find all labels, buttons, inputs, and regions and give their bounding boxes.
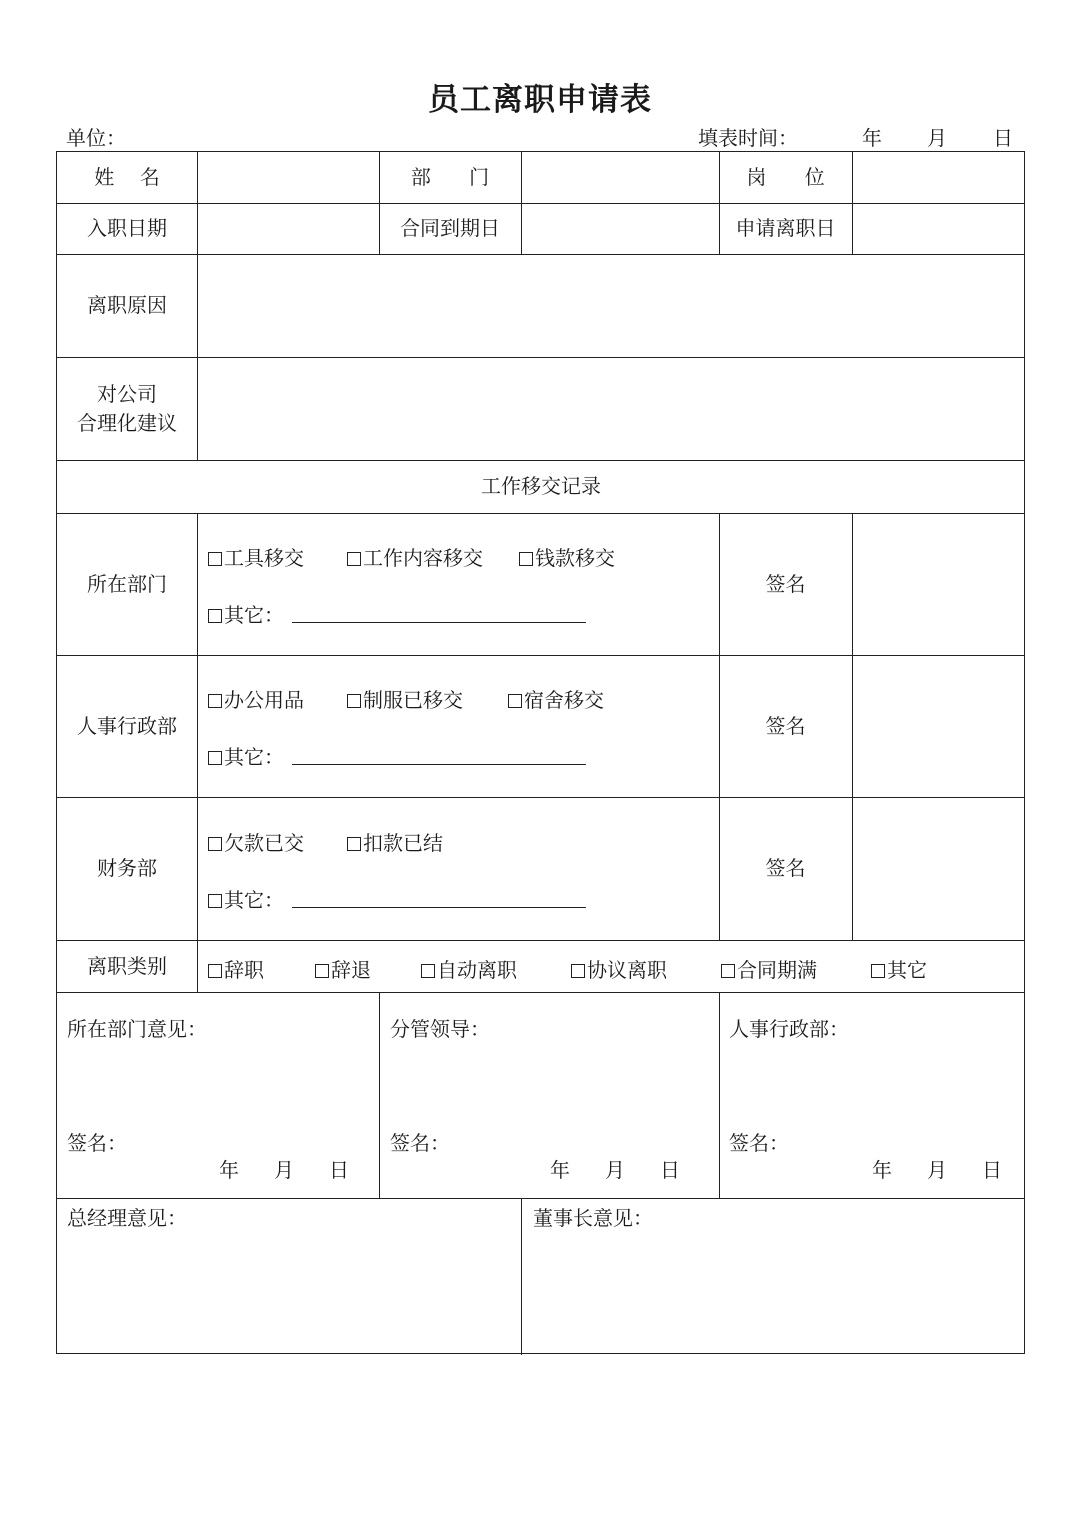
fill-time-label: 填表时间： — [698, 126, 798, 150]
hr-opinion-date: 年 月 日 — [872, 1158, 1002, 1182]
suggestion-label — [57, 357, 197, 460]
suggestion-label-line1: 对公司 — [97, 381, 157, 406]
resign-option-resign[interactable]: 辞职 — [208, 954, 264, 983]
resign-option-agreement[interactable]: 协议离职 — [571, 954, 667, 983]
checkbox-icon[interactable] — [871, 964, 885, 978]
checkbox-icon[interactable] — [315, 964, 329, 978]
form-title: 员工离职申请表 — [428, 82, 652, 118]
checkbox-icon[interactable] — [721, 964, 735, 978]
hr-opinion-sign: 签名： — [729, 1131, 789, 1155]
finance-sign-field[interactable] — [853, 797, 1025, 940]
chairman-opinion-label: 董事长意见： — [533, 1206, 653, 1230]
join-date-label: 入职日期 — [87, 216, 167, 240]
apply-date-field[interactable] — [853, 203, 1025, 254]
dept-opinion-date: 年 月 日 — [219, 1158, 349, 1182]
checkbox-icon[interactable] — [571, 964, 585, 978]
contract-end-field[interactable] — [522, 203, 719, 254]
dept-sign-field[interactable] — [853, 513, 1025, 655]
dept-opinion-label: 所在部门意见： — [67, 1017, 207, 1041]
checkbox-icon[interactable] — [208, 694, 222, 708]
checkbox-icon[interactable] — [347, 837, 361, 851]
supervisor-opinion-date: 年 月 日 — [550, 1158, 680, 1182]
supervisor-opinion-sign: 签名： — [390, 1131, 450, 1155]
fill-time-year: 年 — [862, 126, 882, 150]
hr-opinion-label: 人事行政部： — [729, 1017, 849, 1041]
checkbox-icon[interactable] — [208, 964, 222, 978]
checkbox-icon[interactable] — [208, 837, 222, 851]
apply-date-label: 申请离职日 — [735, 216, 836, 240]
hr-item-dorm[interactable]: 宿舍移交 — [508, 684, 604, 713]
reason-field[interactable] — [198, 254, 1025, 357]
checkbox-icon[interactable] — [208, 751, 222, 765]
resign-option-other[interactable]: 其它 — [871, 954, 927, 983]
checkbox-icon[interactable] — [208, 894, 222, 908]
finance-item-debt[interactable]: 欠款已交 — [208, 827, 304, 856]
suggestion-field[interactable] — [198, 357, 1025, 460]
resign-option-dismiss[interactable]: 辞退 — [315, 954, 371, 983]
finance-item-other[interactable]: 其它： — [208, 884, 284, 913]
hr-item-uniform[interactable]: 制服已移交 — [347, 684, 463, 713]
hr-item-other[interactable]: 其它： — [208, 741, 284, 770]
dept-label: 部 门 — [410, 165, 490, 189]
finance-sign-label: 签名 — [765, 856, 806, 880]
handover-title: 工作移交记录 — [481, 474, 601, 498]
resign-option-contract-expired[interactable]: 合同期满 — [721, 954, 817, 983]
finance-item-deduction[interactable]: 扣款已结 — [347, 827, 443, 856]
dept-item-other[interactable]: 其它： — [208, 599, 284, 628]
finance-other-line[interactable] — [292, 907, 586, 908]
gm-opinion-label: 总经理意见： — [67, 1206, 187, 1230]
post-field[interactable] — [853, 152, 1025, 203]
checkbox-icon[interactable] — [519, 552, 533, 566]
name-label: 姓 名 — [94, 165, 160, 189]
resign-type-label: 离职类别 — [87, 953, 167, 978]
fill-time — [698, 122, 1013, 151]
hr-other-line[interactable] — [292, 764, 586, 765]
unit-label: 单位： — [66, 126, 126, 150]
checkbox-icon[interactable] — [208, 609, 222, 623]
dept-field[interactable] — [522, 152, 719, 203]
dept-item-money[interactable]: 钱款移交 — [519, 542, 615, 571]
checkbox-icon[interactable] — [508, 694, 522, 708]
hr-item-office[interactable]: 办公用品 — [208, 684, 304, 713]
dept-other-line[interactable] — [292, 622, 586, 623]
dept-item-work[interactable]: 工作内容移交 — [347, 542, 483, 571]
dept-opinion-sign: 签名： — [67, 1131, 127, 1155]
hr-sign-field[interactable] — [853, 655, 1025, 797]
dept-section-label: 所在部门 — [87, 571, 167, 596]
post-label: 岗 位 — [746, 165, 825, 189]
checkbox-icon[interactable] — [347, 694, 361, 708]
resign-option-auto[interactable]: 自动离职 — [421, 954, 517, 983]
dept-item-tools[interactable]: 工具移交 — [208, 542, 304, 571]
supervisor-opinion-label: 分管领导： — [390, 1017, 490, 1041]
checkbox-icon[interactable] — [421, 964, 435, 978]
form-table — [56, 151, 1025, 1354]
join-date-field[interactable] — [198, 203, 379, 254]
suggestion-label-line2: 合理化建议 — [77, 410, 177, 435]
contract-end-label: 合同到期日 — [400, 216, 500, 240]
checkbox-icon[interactable] — [347, 552, 361, 566]
finance-section-label: 财务部 — [97, 856, 157, 880]
checkbox-icon[interactable] — [208, 552, 222, 566]
fill-time-day: 日 — [993, 126, 1013, 150]
fill-time-month: 月 — [927, 126, 947, 150]
dept-sign-label: 签名 — [765, 571, 806, 596]
hr-section-label: 人事行政部 — [77, 713, 177, 738]
hr-sign-label: 签名 — [765, 713, 806, 738]
name-field[interactable] — [198, 152, 379, 203]
reason-label: 离职原因 — [87, 293, 167, 317]
